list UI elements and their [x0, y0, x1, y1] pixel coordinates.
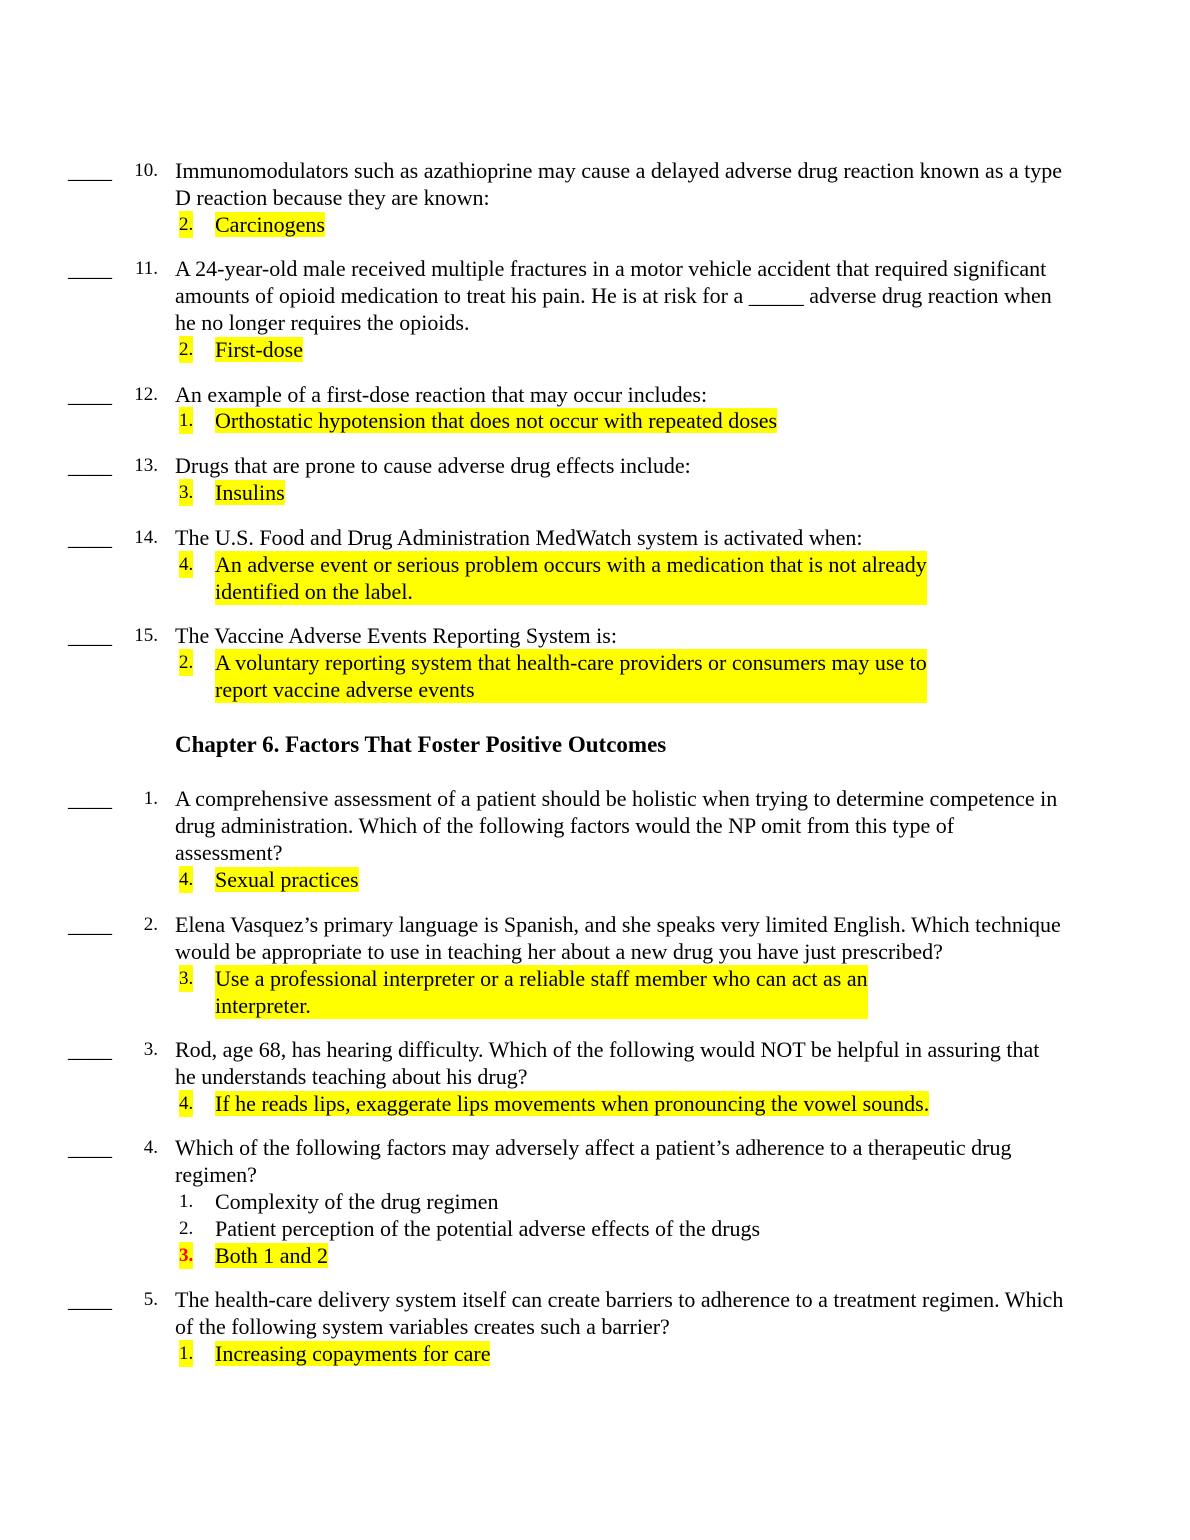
question-number: 12. [134, 384, 158, 405]
question-number: 10. [134, 160, 158, 181]
option-text: Sexual practices [215, 867, 359, 892]
option-number: 1. [179, 1340, 193, 1367]
option-text: First-dose [215, 337, 303, 362]
question-text: Drugs that are prone to cause adverse drug effects include: [175, 453, 691, 478]
answer-blank[interactable]: ____ [68, 453, 112, 478]
answer-blank[interactable]: ____ [68, 1287, 112, 1312]
question-text: Rod, age 68, has hearing difficulty. Which of the following would NOT be helpful in assuring that he understands teaching about his drug? [175, 1037, 1040, 1089]
answer-blank[interactable]: ____ [68, 1135, 112, 1160]
option-number: 2. [179, 336, 193, 363]
option-number: 4. [179, 1090, 193, 1117]
question-number: 4. [143, 1137, 158, 1158]
question-text: The U.S. Food and Drug Administration MedWatch system is activated when: [175, 525, 863, 550]
question-text: Immunomodulators such as azathioprine may cause a delayed adverse drug reaction known as a type D reaction because they are known: [175, 158, 1063, 210]
question-number: 13. [134, 455, 158, 476]
option-number: 3. [179, 965, 193, 992]
question-number: 2. [143, 914, 158, 935]
question-text: A 24-year-old male received multiple fractures in a motor vehicle accident that required significant amounts of opioid medication to treat his pain. He is at risk for a _____ adverse drug reaction when he no longer requires the opioids. [175, 256, 1052, 335]
answer-blank[interactable]: ____ [68, 912, 112, 937]
option-number: 4. [179, 866, 193, 893]
option-number: 2. [179, 649, 193, 676]
option-number: 1. [179, 1191, 194, 1212]
option-text: Complexity of the drug regimen [215, 1189, 499, 1214]
question-text: Which of the following factors may adversely affect a patient’s adherence to a therapeutic drug regimen? [175, 1135, 1012, 1187]
answer-blank[interactable]: ____ [68, 1037, 112, 1062]
option-text: Increasing copayments for care [215, 1341, 491, 1366]
chapter-title: Chapter 6. Factors That Foster Positive Outcomes [175, 732, 667, 757]
answer-blank[interactable]: ____ [68, 382, 112, 407]
option-number: 2. [179, 1218, 194, 1239]
answer-blank[interactable]: ____ [68, 786, 112, 811]
question-number: 11. [134, 258, 158, 279]
option-number: 1. [179, 407, 193, 434]
answer-blank[interactable]: ____ [68, 256, 112, 281]
question-number: 5. [143, 1289, 158, 1310]
answer-blank[interactable]: ____ [68, 158, 112, 183]
option-text: Use a professional interpreter or a reliable staff member who can act as an interpreter. [215, 966, 868, 1018]
question-text: The Vaccine Adverse Events Reporting System is: [175, 623, 617, 648]
question-text: An example of a first-dose reaction that may occur includes: [175, 382, 708, 407]
question-number: 14. [134, 527, 158, 548]
option-text: Carcinogens [215, 212, 325, 237]
question-number: 15. [134, 625, 158, 646]
question-text: A comprehensive assessment of a patient should be holistic when trying to determine competence in drug administration. Which of the following factors would the NP omit from this type of assessment? [175, 786, 1058, 865]
option-text: Both 1 and 2 [215, 1243, 329, 1268]
option-text: A voluntary reporting system that health-care providers or consumers may use to report vaccine adverse events [215, 650, 927, 702]
option-number: 2. [179, 211, 193, 238]
answer-blank[interactable]: ____ [68, 623, 112, 648]
option-text: Patient perception of the potential adverse effects of the drugs [215, 1216, 761, 1241]
answer-blank[interactable]: ____ [68, 525, 112, 550]
option-text: Orthostatic hypotension that does not occur with repeated doses [215, 408, 778, 433]
option-number: 3. [179, 479, 193, 506]
option-text: An adverse event or serious problem occurs with a medication that is not already identified on the label. [215, 552, 927, 604]
question-text: Elena Vasquez’s primary language is Spanish, and she speaks very limited English. Which technique would be appropriate to use in teaching her about a new drug you have just prescribed? [175, 912, 1061, 964]
question-number: 3. [143, 1039, 158, 1060]
question-text: The health-care delivery system itself can create barriers to adherence to a treatment regimen. Which of the following system variables creates such a barrier? [175, 1287, 1064, 1339]
option-text: Insulins [215, 480, 285, 505]
option-text: If he reads lips, exaggerate lips movements when pronouncing the vowel sounds. [215, 1091, 930, 1116]
option-number: 3. [179, 1242, 193, 1269]
option-number: 4. [179, 551, 193, 578]
question-number: 1. [143, 788, 158, 809]
